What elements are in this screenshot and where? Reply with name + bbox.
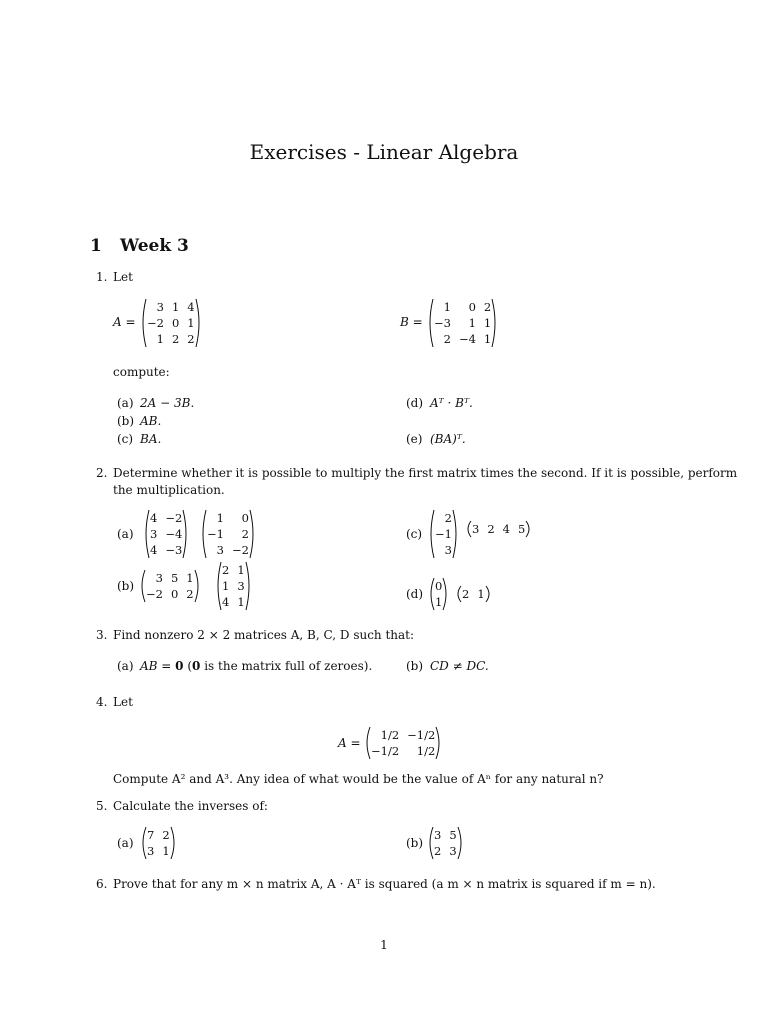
matrix-entry: 0 <box>468 299 476 314</box>
left-paren <box>427 826 434 860</box>
matrix-entry: 1 <box>156 331 164 346</box>
matrix-entry: 1 <box>443 299 451 314</box>
problem-3a-text-part3: is the matrix full of zeroes). <box>200 659 373 673</box>
matrix-entry: −2 <box>146 586 163 601</box>
right-paren <box>435 726 442 760</box>
matrix-entries <box>435 579 442 610</box>
matrix-entries <box>472 522 525 537</box>
problem-1a-label: (a) <box>117 396 134 410</box>
right-paren <box>245 561 252 611</box>
right-paren <box>182 509 189 559</box>
matrix-entry: 1 <box>187 315 195 330</box>
problem-1c-text: BA. <box>140 432 162 446</box>
left-paren <box>364 726 371 760</box>
problem-5-text: Calculate the inverses of: <box>113 799 268 813</box>
problem-1c-label: (c) <box>117 432 134 446</box>
problem-2a-matrix-1 <box>143 509 189 559</box>
problem-1-number: 1. <box>96 270 108 284</box>
matrix-A <box>140 298 202 348</box>
problem-3b-text: CD ≠ DC. <box>430 659 489 673</box>
problem-1e-label: (e) <box>406 432 423 446</box>
problem-1d-text: Aᵀ · Bᵀ. <box>430 396 473 410</box>
matrix-entry: 1 <box>186 570 194 585</box>
problem-2d-matrix-2 <box>455 585 492 603</box>
problem-3a-text-part1: AB = <box>140 659 176 673</box>
matrix-entry: −1 <box>435 526 452 541</box>
matrix-entry: −2 <box>147 315 164 330</box>
matrix-entry: 1 <box>477 586 485 601</box>
matrix-entry: 1 <box>468 315 476 330</box>
matrix-entry: 2 <box>443 331 451 346</box>
problem-1b-label: (b) <box>117 414 135 428</box>
matrix-entry: 4 <box>150 542 158 557</box>
problem-4-matrix <box>364 726 442 760</box>
problem-1-intro: Let <box>113 270 133 284</box>
document-title: Exercises - Linear Algebra <box>249 140 519 164</box>
problem-2b-matrix-1 <box>139 569 201 603</box>
problem-4-matrix-label: A = <box>338 736 361 750</box>
left-paren <box>140 298 147 348</box>
matrix-entry: 0 <box>241 510 249 525</box>
left-paren <box>215 561 222 611</box>
matrix-entry: 3 <box>434 827 442 842</box>
problem-6-text: Prove that for any m × n matrix A, A · Aᵀ is squared (a m × n matrix is squared if m = n). <box>113 877 656 891</box>
matrix-entry: 1/2 <box>380 727 400 742</box>
matrix-entries <box>207 511 249 558</box>
matrix-entry: 2 <box>462 586 470 601</box>
section-number: 1 <box>90 236 102 256</box>
matrix-entry: 2 <box>487 521 495 536</box>
matrix-entry: 2 <box>171 331 180 346</box>
problem-3a-text-part2: ( <box>183 659 193 673</box>
matrix-entry: 0 <box>435 578 443 593</box>
matrix-entry: 3 <box>155 570 163 585</box>
matrix-entry: 1 <box>483 331 492 346</box>
problem-3a-zero-2: 0 <box>192 659 201 673</box>
problem-1b-text: AB. <box>140 414 162 428</box>
matrix-entry: 2 <box>186 586 194 601</box>
right-paren <box>457 826 464 860</box>
matrix-A-label: A = <box>113 315 136 329</box>
left-paren <box>200 509 207 559</box>
matrix-entry: 1 <box>483 315 492 330</box>
matrix-entry: 1 <box>216 510 224 525</box>
problem-1-compute: compute: <box>113 365 170 379</box>
left-paren <box>143 509 150 559</box>
matrix-entries <box>146 571 194 602</box>
section-heading <box>90 236 189 256</box>
matrix-entry: −4 <box>165 526 183 541</box>
problem-2-text-line2: the multiplication. <box>113 483 225 497</box>
matrix-entries <box>147 300 195 347</box>
matrix-entry: 3 <box>156 299 164 314</box>
problem-5a-label: (a) <box>117 836 134 850</box>
problem-2d-label: (d) <box>406 587 424 601</box>
left-paren <box>465 520 472 538</box>
problem-5b-label: (b) <box>406 836 424 850</box>
matrix-entry: 5 <box>170 570 179 585</box>
matrix-B <box>427 298 498 348</box>
matrix-entry: 2 <box>222 562 230 577</box>
matrix-entry: −1/2 <box>371 743 400 758</box>
problem-4-intro: Let <box>113 695 133 709</box>
matrix-entry: 3 <box>449 843 457 858</box>
matrix-entries <box>435 511 452 558</box>
problem-6-number: 6. <box>96 877 108 891</box>
matrix-entry: 4 <box>187 299 195 314</box>
right-paren <box>249 509 256 559</box>
matrix-entry: 3 <box>237 578 245 593</box>
right-paren <box>491 298 498 348</box>
matrix-entry: 4 <box>502 521 510 536</box>
matrix-entry: 5 <box>517 521 526 536</box>
matrix-entries <box>371 728 435 759</box>
matrix-entry: 3 <box>472 521 480 536</box>
matrix-entry: 4 <box>150 510 158 525</box>
matrix-entry: −2 <box>231 542 249 557</box>
problem-1a-text: 2A − 3B. <box>140 396 195 410</box>
matrix-entry: 3 <box>444 542 452 557</box>
matrix-entry: 1 <box>222 578 230 593</box>
right-paren <box>525 520 532 538</box>
problem-2b-matrix-2 <box>215 561 252 611</box>
matrix-entry: −1 <box>207 526 224 541</box>
matrix-entry: 2 <box>187 331 195 346</box>
problem-2c-matrix-1 <box>428 509 459 559</box>
matrix-entries <box>434 828 457 859</box>
problem-3b-label: (b) <box>406 659 424 673</box>
matrix-entries <box>462 587 485 602</box>
problem-2c-matrix-2 <box>465 520 532 538</box>
problem-5a-matrix <box>140 826 177 860</box>
problem-5-number: 5. <box>96 799 108 813</box>
problem-3a-label: (a) <box>117 659 134 673</box>
problem-2c-label: (c) <box>406 527 423 541</box>
right-paren <box>442 577 449 611</box>
matrix-entry: 2 <box>434 843 442 858</box>
problem-4-number: 4. <box>96 695 108 709</box>
matrix-entry: 5 <box>449 827 457 842</box>
problem-3-text: Find nonzero 2 × 2 matrices A, B, C, D such that: <box>113 628 415 642</box>
matrix-entry: 3 <box>216 542 224 557</box>
right-paren <box>194 569 201 603</box>
matrix-entry: 1 <box>237 594 245 609</box>
problem-2-text-line1: Determine whether it is possible to multiply the first matrix times the second. If it is possible, perform <box>113 466 738 480</box>
right-paren <box>195 298 202 348</box>
matrix-entry: −4 <box>458 331 476 346</box>
problem-3a-text <box>140 659 372 673</box>
matrix-entry: −1/2 <box>407 727 436 742</box>
matrix-entries <box>222 563 245 610</box>
page-number: 1 <box>380 938 388 952</box>
left-paren <box>427 298 434 348</box>
matrix-entry: 1/2 <box>416 743 436 758</box>
matrix-entry: −2 <box>165 510 183 525</box>
matrix-entry: 7 <box>147 827 155 842</box>
problem-3a-zero-1: 0 <box>175 659 184 673</box>
problem-1d-label: (d) <box>406 396 424 410</box>
left-paren <box>428 577 435 611</box>
right-paren <box>452 509 459 559</box>
matrix-entry: 2 <box>241 526 249 541</box>
matrix-entry: 2 <box>444 510 452 525</box>
problem-2b-label: (b) <box>117 579 135 593</box>
matrix-entry: 3 <box>147 843 155 858</box>
problem-2d-matrix-1 <box>428 577 449 611</box>
right-paren <box>485 585 492 603</box>
left-paren <box>140 826 147 860</box>
problem-2a-matrix-2 <box>200 509 256 559</box>
left-paren <box>139 569 146 603</box>
problem-1e-text: (BA)ᵀ. <box>430 432 466 446</box>
matrix-entries <box>434 300 491 347</box>
matrix-entry: 1 <box>171 299 180 314</box>
matrix-B-label: B = <box>400 315 423 329</box>
left-paren <box>428 509 435 559</box>
matrix-entry: 2 <box>162 827 170 842</box>
right-paren <box>170 826 177 860</box>
matrix-entry: 0 <box>170 586 179 601</box>
matrix-entries <box>150 511 182 558</box>
matrix-entry: 1 <box>435 594 443 609</box>
matrix-entry: 2 <box>483 299 492 314</box>
problem-2-number: 2. <box>96 466 108 480</box>
matrix-entry: 0 <box>171 315 180 330</box>
matrix-entry: −3 <box>434 315 451 330</box>
matrix-entry: 4 <box>222 594 230 609</box>
matrix-entry: −3 <box>165 542 183 557</box>
section-title: Week 3 <box>120 236 189 256</box>
matrix-entry: 1 <box>237 562 245 577</box>
problem-2a-label: (a) <box>117 527 134 541</box>
problem-5b-matrix <box>427 826 464 860</box>
matrix-entry: 1 <box>162 843 170 858</box>
problem-3-number: 3. <box>96 628 108 642</box>
left-paren <box>455 585 462 603</box>
problem-4-text: Compute A² and A³. Any idea of what would be the value of Aⁿ for any natural n? <box>113 772 604 786</box>
matrix-entry: 3 <box>150 526 158 541</box>
matrix-entries <box>147 828 170 859</box>
